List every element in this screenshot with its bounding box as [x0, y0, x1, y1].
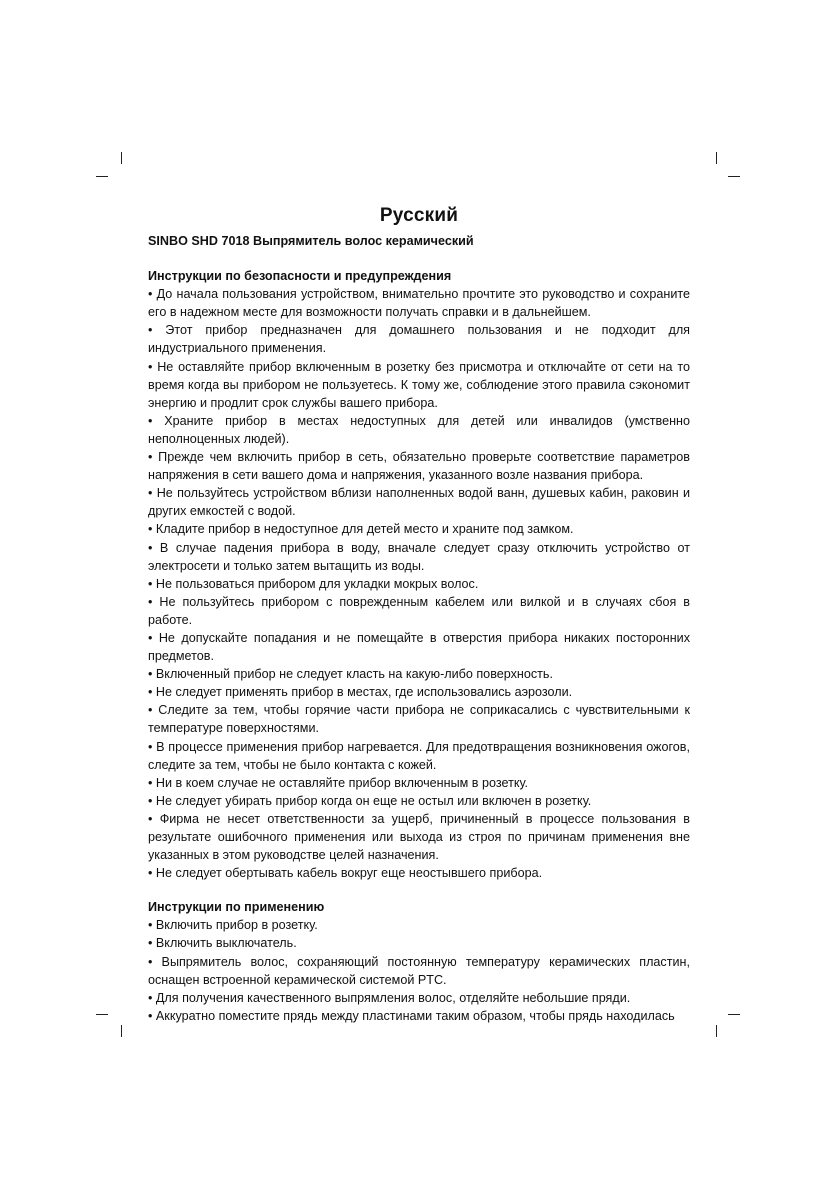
safety-heading: Инструкции по безопасности и предупреждения	[148, 269, 452, 284]
document-subtitle: SINBO SHD 7018 Выпрямитель волос керамический	[148, 234, 474, 248]
page-title: Русский	[379, 205, 459, 226]
list-item: • Не оставляйте прибор включенным в розетку без присмотра и отключайте от сети на то время когда вы прибором не пользуетесь. К тому же, соблюдение этого правила сэкономит энергию и продлит срок службы вашего прибора.	[148, 359, 690, 410]
usage-heading: Инструкции по применению	[148, 900, 325, 915]
list-item: • Следите за тем, чтобы горячие части прибора не соприкасались с чувствительными к температуре поверхностями.	[148, 703, 690, 736]
list-item: • Храните прибор в местах недоступных для детей или инвалидов (умственно неполноценных людей).	[148, 413, 690, 446]
crop-mark	[121, 1025, 122, 1037]
list-item: • Фирма не несет ответственности за ущерб, причиненный в процессе пользования в результате ошибочного применения или выхода из строя по причинам применения вне указанных в этом руководстве целей назначения.	[148, 811, 690, 863]
list-item: • Этот прибор предназначен для домашнего пользования и не подходит для индустриального применения.	[148, 323, 690, 356]
crop-mark	[121, 152, 122, 164]
list-item: • Не следует применять прибор в местах, где использовались аэрозоли.	[148, 685, 573, 700]
crop-mark	[716, 152, 717, 164]
crop-mark	[716, 1025, 717, 1037]
crop-mark	[96, 1014, 108, 1015]
list-item: • Включить выключатель.	[148, 936, 297, 951]
document-body	[148, 232, 690, 1025]
list-item: • Кладите прибор в недоступное для детей место и храните под замком.	[148, 522, 574, 537]
list-item: • Для получения качественного выпрямления волос, отделяйте небольшие пряди.	[148, 990, 631, 1005]
list-item: • Не пользуйтесь устройством вблизи наполненных водой ванн, душевых кабин, раковин и других емкостей с водой.	[148, 486, 690, 519]
list-item: • До начала пользования устройством, внимательно прочтите это руководство и сохраните его в надежном месте для возможности получать справки и в дальнейшем.	[148, 287, 690, 320]
list-item: • Выпрямитель волос, сохраняющий постоянную температуру керамических пластин, оснащен встроенной керамической системой PTC.	[148, 954, 690, 987]
usage-list	[148, 916, 690, 1025]
list-item: • Ни в коем случае не оставляйте прибор включенным в розетку.	[148, 775, 529, 790]
crop-mark	[728, 1014, 740, 1015]
list-item: • В процессе применения прибор нагревается. Для предотвращения возникновения ожогов, следите за тем, чтобы не было контакта с кожей.	[148, 739, 690, 772]
list-item: • Включенный прибор не следует класть на какую-либо поверхность.	[148, 667, 553, 682]
crop-mark	[728, 176, 740, 177]
list-item: • Не пользуйтесь прибором с поврежденным кабелем или вилкой и в случаях сбоя в работе.	[148, 594, 690, 627]
list-item: • Включить прибор в розетку.	[148, 918, 318, 933]
list-item: • В случае падения прибора в воду, вначале следует сразу отключить устройство от электросети и только затем вытащить из воды.	[148, 540, 690, 573]
list-item: • Не следует убирать прибор когда он еще не остыл или включен в розетку.	[148, 793, 592, 808]
safety-list	[148, 285, 690, 882]
list-item: • Аккуратно поместите прядь между пластинами таким образом, чтобы прядь находилась	[148, 1008, 675, 1023]
list-item: • Не следует обертывать кабель вокруг еще неостывшего прибора.	[148, 866, 543, 881]
list-item: • Не допускайте попадания и не помещайте в отверстия прибора никаких посторонних предметов.	[148, 630, 690, 664]
crop-mark	[96, 176, 108, 177]
list-item: • Не пользоваться прибором для укладки мокрых волос.	[148, 576, 479, 591]
list-item: • Прежде чем включить прибор в сеть, обязательно проверьте соответствие параметров напряжения в сети вашего дома и напряжения, указанного возле названия прибора.	[148, 450, 690, 483]
